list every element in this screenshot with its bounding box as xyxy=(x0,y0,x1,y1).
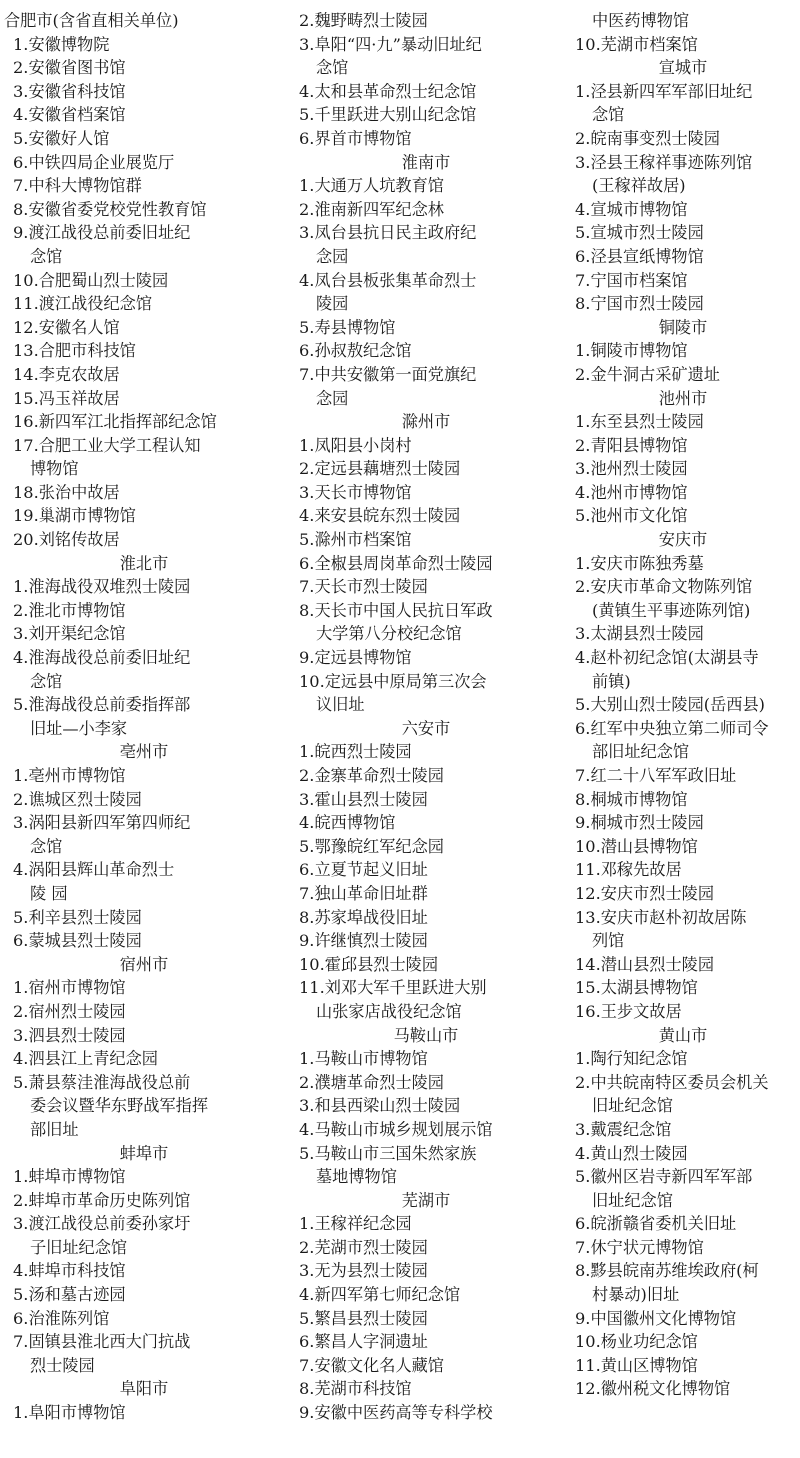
list-item: 16.王步文故居 xyxy=(575,1001,682,1021)
list-item-continuation: 部旧址纪念馆 xyxy=(592,742,690,762)
list-item: 4.太和县革命烈士纪念馆 xyxy=(299,81,477,101)
list-item: 2.蚌埠市革命历史陈列馆 xyxy=(13,1190,191,1210)
list-item-continuation: 烈士陵园 xyxy=(30,1355,95,1375)
city-heading: 宣城市 xyxy=(658,58,708,78)
list-item: 8.宁国市烈士陵园 xyxy=(575,294,704,314)
city-heading: 亳州市 xyxy=(119,742,169,762)
list-item: 1.大通万人坑教育馆 xyxy=(299,176,444,196)
list-item: 19.巢湖市博物馆 xyxy=(13,506,136,526)
list-item: 7.中共安徽第一面党旗纪 xyxy=(299,364,477,384)
column-1 xyxy=(0,0,284,1458)
list-item-continuation: 陵 园 xyxy=(30,883,68,903)
list-item-continuation: 念馆 xyxy=(316,58,349,78)
list-item: 3.渡江战役总前委孙家圩 xyxy=(13,1214,191,1234)
list-item-continuation: 村暴动)旧址 xyxy=(592,1285,680,1305)
list-item: 11.黄山区博物馆 xyxy=(575,1355,698,1375)
list-item: 6.立夏节起义旧址 xyxy=(299,860,428,880)
list-item-continuation: 中医药博物馆 xyxy=(592,11,690,30)
list-item: 8.天长市中国人民抗日军政 xyxy=(299,600,493,620)
list-item: 7.天长市烈士陵园 xyxy=(299,577,428,597)
list-item: 6.蒙城县烈士陵园 xyxy=(13,931,142,951)
list-item: 1.陶行知纪念馆 xyxy=(575,1049,688,1069)
list-item: 17.合肥工业大学工程认知 xyxy=(13,435,201,455)
list-item: 7.安徽文化名人藏馆 xyxy=(299,1355,444,1375)
list-item: 5.汤和墓古迹园 xyxy=(13,1285,126,1305)
list-item: 10.定远县中原局第三次会 xyxy=(299,671,487,691)
city-heading: 铜陵市 xyxy=(658,317,708,337)
list-item: 1.亳州市博物馆 xyxy=(13,766,126,785)
list-item: 7.中科大博物馆群 xyxy=(13,176,142,196)
list-item: 13.安庆市赵朴初故居陈 xyxy=(575,907,747,927)
list-item: 4.皖西博物馆 xyxy=(299,813,396,833)
list-item: 5.淮海战役总前委指挥部 xyxy=(13,695,191,715)
list-item: 4.宣城市博物馆 xyxy=(575,199,688,219)
list-item: 2.青阳县博物馆 xyxy=(575,435,688,455)
list-item: 3.无为县烈士陵园 xyxy=(299,1261,428,1281)
city-heading: 滁州市 xyxy=(401,412,451,432)
list-item: 10.潜山县博物馆 xyxy=(575,836,698,856)
column-3 xyxy=(562,0,800,1458)
list-item: 1.淮海战役双堆烈士陵园 xyxy=(13,577,191,597)
list-item: 7.红二十八军军政旧址 xyxy=(575,766,737,785)
list-item-continuation: 旧址纪念馆 xyxy=(592,1096,673,1116)
city-heading: 黄山市 xyxy=(658,1025,708,1045)
list-item: 4.泗县江上青纪念园 xyxy=(13,1049,158,1069)
list-item: 4.凤台县板张集革命烈士 xyxy=(299,270,477,290)
list-item: 9.渡江战役总前委旧址纪 xyxy=(13,223,191,243)
list-item: 3.太湖县烈士陵园 xyxy=(575,624,704,644)
list-item: 12.安庆市烈士陵园 xyxy=(575,883,715,903)
list-item-continuation: 念园 xyxy=(316,388,349,408)
list-item: 1.凤阳县小岗村 xyxy=(299,435,412,455)
list-item: 3.霍山县烈士陵园 xyxy=(299,789,428,809)
list-item-continuation: (王稼祥故居) xyxy=(592,176,686,196)
list-item: 3.安徽省科技馆 xyxy=(13,81,126,101)
list-item: 8.安徽省委党校党性教育馆 xyxy=(13,199,207,219)
list-item: 10.霍邱县烈士陵园 xyxy=(299,954,439,974)
city-heading: 六安市 xyxy=(401,718,451,738)
list-item: 5.繁昌县烈士陵园 xyxy=(299,1308,428,1328)
list-item: 15.冯玉祥故居 xyxy=(13,388,120,408)
list-item: 2.定远县藕塘烈士陵园 xyxy=(299,459,461,479)
city-heading: 蚌埠市 xyxy=(119,1143,169,1163)
list-item-continuation: 列馆 xyxy=(592,931,625,951)
list-item: 4.来安县皖东烈士陵园 xyxy=(299,506,461,526)
list-item: 5.利辛县烈士陵园 xyxy=(13,907,142,927)
list-item: 1.安徽博物院 xyxy=(13,34,110,54)
list-item: 4.新四军第七师纪念馆 xyxy=(299,1285,461,1305)
list-item: 1.铜陵市博物馆 xyxy=(575,341,688,361)
list-item: 8.芜湖市科技馆 xyxy=(299,1379,412,1399)
list-item: 6.界首市博物馆 xyxy=(299,128,412,148)
list-item: 13.合肥市科技馆 xyxy=(13,341,136,361)
list-item-continuation: 旧址—小李家 xyxy=(30,718,128,738)
list-item: 2.安徽省图书馆 xyxy=(13,58,126,78)
list-item: 15.太湖县博物馆 xyxy=(575,978,698,998)
list-item: 2.金寨革命烈士陵园 xyxy=(299,766,444,785)
city-heading: 淮北市 xyxy=(119,553,169,573)
list-item-continuation: 念园 xyxy=(316,246,349,266)
list-item: 2.濮塘革命烈士陵园 xyxy=(299,1072,444,1092)
list-item: 5.寿县博物馆 xyxy=(299,317,396,337)
list-item: 7.独山革命旧址群 xyxy=(299,883,428,903)
list-item: 1.蚌埠市博物馆 xyxy=(13,1167,126,1187)
city-heading: 马鞍山市 xyxy=(393,1025,459,1045)
list-item: 2.谯城区烈士陵园 xyxy=(13,789,142,809)
list-item: 3.阜阳“四·九”暴动旧址纪 xyxy=(299,34,482,54)
list-item: 11.邓稼先故居 xyxy=(575,860,682,880)
list-item: 2.魏野畴烈士陵园 xyxy=(299,11,428,30)
list-item: 4.涡阳县辉山革命烈士 xyxy=(13,860,175,880)
list-item: 5.萧县蔡洼淮海战役总前 xyxy=(13,1072,191,1092)
list-item: 16.新四军江北指挥部纪念馆 xyxy=(13,412,217,432)
list-item: 9.中国徽州文化博物馆 xyxy=(575,1308,737,1328)
list-item: 10.芜湖市档案馆 xyxy=(575,34,698,54)
list-item: 5.滁州市档案馆 xyxy=(299,530,412,550)
list-item: 10.合肥蜀山烈士陵园 xyxy=(13,270,169,290)
list-item: 8.黟县皖南苏维埃政府(柯 xyxy=(575,1261,759,1281)
list-item: 6.中铁四局企业展览厅 xyxy=(13,152,175,172)
section-title: 合肥市(含省直相关单位) xyxy=(4,11,179,30)
list-item: 3.凤台县抗日民主政府纪 xyxy=(299,223,477,243)
list-item: 5.宣城市烈士陵园 xyxy=(575,223,704,243)
list-item-continuation: 大学第八分校纪念馆 xyxy=(316,624,462,644)
list-item-continuation: 念馆 xyxy=(30,836,63,856)
list-item-continuation: 博物馆 xyxy=(30,459,79,479)
list-item-continuation: 前镇) xyxy=(592,671,631,691)
list-item: 2.金牛洞古采矿遗址 xyxy=(575,364,720,384)
list-item-continuation: 山张家店战役纪念馆 xyxy=(316,1001,462,1021)
list-item: 5.大别山烈士陵园(岳西县) xyxy=(575,695,765,715)
list-item: 6.泾县宣纸博物馆 xyxy=(575,246,704,266)
list-item: 7.宁国市档案馆 xyxy=(575,270,688,290)
column-2 xyxy=(284,0,562,1458)
list-item: 4.赵朴初纪念馆(太湖县寺 xyxy=(575,648,759,668)
list-item: 1.安庆市陈独秀墓 xyxy=(575,553,704,573)
list-item: 3.天长市博物馆 xyxy=(299,482,412,502)
list-item: 5.马鞍山市三国朱然家族 xyxy=(299,1143,477,1163)
list-item: 3.池州烈士陵园 xyxy=(575,459,688,479)
list-item-continuation: 念馆 xyxy=(30,246,63,266)
list-item: 7.固镇县淮北西大门抗战 xyxy=(13,1332,191,1352)
list-item: 6.繁昌人字洞遗址 xyxy=(299,1332,428,1352)
list-item: 1.东至县烈士陵园 xyxy=(575,412,704,432)
list-item: 8.桐城市博物馆 xyxy=(575,789,688,809)
list-item-continuation: 委会议暨华东野战军指挥 xyxy=(30,1096,209,1116)
list-item: 4.黄山烈士陵园 xyxy=(575,1143,688,1163)
list-item: 4.安徽省档案馆 xyxy=(13,105,126,125)
city-heading: 芜湖市 xyxy=(401,1190,451,1210)
list-item: 4.马鞍山市城乡规划展示馆 xyxy=(299,1119,493,1139)
list-item-continuation: 念馆 xyxy=(592,105,625,125)
list-item: 3.泗县烈士陵园 xyxy=(13,1025,126,1045)
list-item: 5.池州市文化馆 xyxy=(575,506,688,526)
list-item: 2.安庆市革命文物陈列馆 xyxy=(575,577,753,597)
list-item: 6.全椒县周岗革命烈士陵园 xyxy=(299,553,493,573)
list-item: 4.池州市博物馆 xyxy=(575,482,688,502)
list-item: 3.和县西梁山烈士陵园 xyxy=(299,1096,461,1116)
list-item: 11.渡江战役纪念馆 xyxy=(13,294,153,314)
list-item-continuation: (黄镇生平事迹陈列馆) xyxy=(592,600,751,620)
list-item: 3.刘开渠纪念馆 xyxy=(13,624,126,644)
list-item: 9.桐城市烈士陵园 xyxy=(575,813,704,833)
list-item: 1.泾县新四军军部旧址纪 xyxy=(575,81,753,101)
list-item: 2.皖南事变烈士陵园 xyxy=(575,128,720,148)
city-heading: 淮南市 xyxy=(401,152,451,172)
list-item: 5.鄂豫皖红军纪念园 xyxy=(299,836,444,856)
list-item-continuation: 部旧址 xyxy=(30,1119,79,1139)
list-item: 2.淮南新四军纪念林 xyxy=(299,199,444,219)
list-item: 3.涡阳县新四军第四师纪 xyxy=(13,813,191,833)
list-item: 1.皖西烈士陵园 xyxy=(299,742,412,762)
list-item: 20.刘铭传故居 xyxy=(13,530,120,550)
list-item: 2.芜湖市烈士陵园 xyxy=(299,1237,428,1257)
list-item: 8.苏家埠战役旧址 xyxy=(299,907,428,927)
list-item: 14.李克农故居 xyxy=(13,364,120,384)
list-item: 2.中共皖南特区委员会机关 xyxy=(575,1072,769,1092)
list-item: 6.红军中央独立第二师司令 xyxy=(575,718,769,738)
list-item-continuation: 陵园 xyxy=(316,294,349,314)
list-item: 2.淮北市博物馆 xyxy=(13,600,126,620)
city-heading: 池州市 xyxy=(658,388,708,408)
list-item: 18.张治中故居 xyxy=(13,482,120,502)
list-item: 5.徽州区岩寺新四军军部 xyxy=(575,1167,753,1187)
list-item: 6.治淮陈列馆 xyxy=(13,1308,110,1328)
list-item: 3.泾县王稼祥事迹陈列馆 xyxy=(575,152,753,172)
list-item-continuation: 旧址纪念馆 xyxy=(592,1190,673,1210)
list-item-continuation: 墓地博物馆 xyxy=(316,1167,397,1187)
list-item: 12.徽州税文化博物馆 xyxy=(575,1379,731,1399)
list-item: 1.阜阳市博物馆 xyxy=(13,1403,126,1423)
list-item: 5.千里跃进大别山纪念馆 xyxy=(299,105,477,125)
city-heading: 安庆市 xyxy=(658,530,708,550)
list-item: 14.潜山县烈士陵园 xyxy=(575,954,715,974)
list-item: 1.宿州市博物馆 xyxy=(13,978,126,998)
list-item: 6.皖浙赣省委机关旧址 xyxy=(575,1214,737,1234)
list-item: 11.刘邓大军千里跃进大别 xyxy=(299,978,487,998)
list-item-continuation: 念馆 xyxy=(30,671,63,691)
list-item: 4.蚌埠市科技馆 xyxy=(13,1261,126,1281)
city-heading: 宿州市 xyxy=(119,954,169,974)
list-item: 1.马鞍山市博物馆 xyxy=(299,1049,428,1069)
list-item-continuation: 议旧址 xyxy=(316,695,365,715)
list-item: 9.定远县博物馆 xyxy=(299,648,412,668)
list-item: 12.安徽名人馆 xyxy=(13,317,120,337)
list-item: 10.杨业功纪念馆 xyxy=(575,1332,698,1352)
list-item: 7.休宁状元博物馆 xyxy=(575,1237,704,1257)
city-heading: 阜阳市 xyxy=(119,1379,169,1399)
list-item: 9.许继慎烈士陵园 xyxy=(299,931,428,951)
list-item-continuation: 子旧址纪念馆 xyxy=(30,1237,128,1257)
list-item: 4.淮海战役总前委旧址纪 xyxy=(13,648,191,668)
list-item: 5.安徽好人馆 xyxy=(13,128,110,148)
list-item: 9.安徽中医药高等专科学校 xyxy=(299,1403,493,1423)
list-item: 6.孙叔敖纪念馆 xyxy=(299,341,412,361)
list-item: 1.王稼祥纪念园 xyxy=(299,1214,412,1234)
list-item: 3.戴震纪念馆 xyxy=(575,1119,672,1139)
list-item: 2.宿州烈士陵园 xyxy=(13,1001,126,1021)
